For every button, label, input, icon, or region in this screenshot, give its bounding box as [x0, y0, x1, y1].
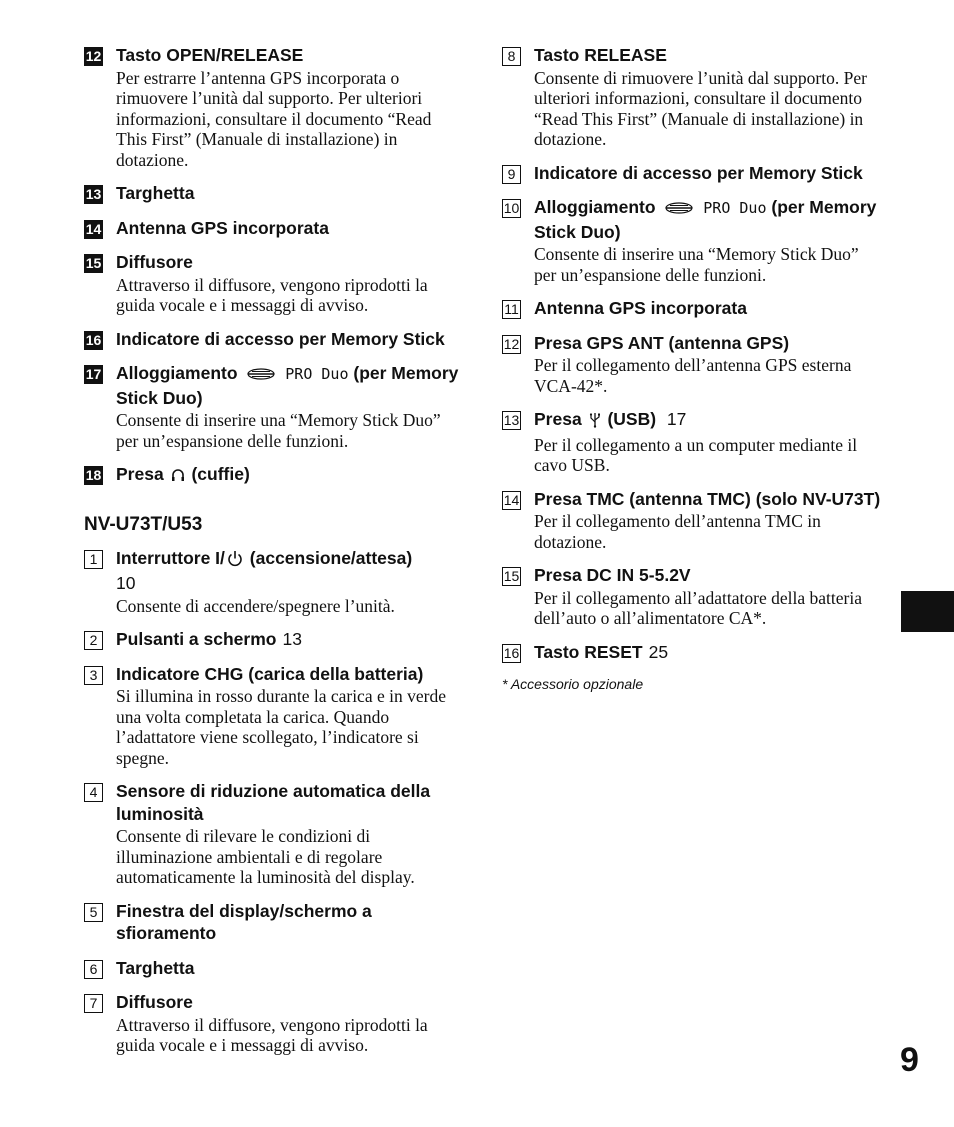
item-description: Consente di rimuovere l’unità dal supporto. Per ulteriori informazioni, consultare il documento “Read This First” (Manuale di installazione) in dotazione.: [534, 67, 867, 149]
item-title-start: Alloggiamento: [116, 363, 238, 383]
item-usb: [502, 408, 882, 476]
item-title-text: Antenna GPS incorporata: [534, 298, 747, 318]
item-number: 18: [85, 467, 102, 483]
item-title-text: Presa TMC (antenna TMC) (solo NV-U73T): [534, 488, 881, 509]
page-number: 9: [900, 1041, 919, 1079]
list-item: [84, 957, 464, 980]
item-number: 13: [85, 186, 102, 202]
item-title-text: Tasto RELEASE: [534, 45, 667, 65]
item-title: [116, 44, 464, 67]
item-title: [116, 547, 464, 595]
list-item: [84, 251, 464, 316]
item-title-text: Diffusore: [116, 992, 193, 1012]
item-title: [534, 196, 882, 243]
list-item: [502, 641, 882, 664]
pro-duo-logo-text: PRO Duo: [285, 365, 349, 383]
item-description: Consente di inserire una “Memory Stick Duo” per un’espansione delle funzioni.: [534, 244, 859, 285]
item-description: Consente di accendere/spegnere l’unità.: [116, 595, 395, 616]
page-reference: 25: [648, 641, 669, 662]
item-title-end: (cuffie): [191, 464, 250, 484]
item-number: 7: [84, 994, 103, 1013]
item-title: [534, 641, 882, 664]
item-number: 11: [502, 300, 521, 319]
item-title-text: Tasto RESET: [534, 641, 643, 662]
item-description: Per il collegamento dell’antenna TMC in dotazione.: [534, 511, 821, 552]
item-description: Attraverso il diffusore, vengono riprodotti la guida vocale e i messaggi di avviso.: [116, 274, 428, 315]
item-description: Si illumina in rosso durante la carica e in verde una volta completata la carica. Quando l’adattatore viene scollegato, l’indicatore si spegne.: [116, 686, 446, 768]
list-item: [84, 991, 464, 1056]
item-title: [116, 362, 464, 409]
item-number: 12: [85, 48, 102, 64]
item-title: [534, 162, 882, 185]
item-number: 8: [502, 47, 521, 66]
page-reference: 10: [116, 573, 136, 593]
list-item: [84, 182, 464, 205]
item-description: Consente di rilevare le condizioni di illuminazione ambientali e di regolare automaticamente la luminosità del display.: [116, 826, 415, 887]
list-item: [502, 162, 882, 185]
item-title-text: Indicatore CHG (carica della batteria): [116, 663, 424, 684]
item-number: 10: [503, 200, 520, 216]
pro-duo-logo-text: PRO Duo: [703, 199, 767, 217]
item-number: 13: [503, 412, 520, 428]
item-description: Consente di inserire una “Memory Stick Duo” per un’espansione delle funzioni.: [116, 410, 441, 451]
item-title: [534, 488, 882, 511]
item-number: 15: [85, 255, 102, 271]
item-title: [534, 408, 882, 434]
page-reference: 17: [666, 409, 687, 429]
list-item: [502, 488, 882, 553]
list-item: [84, 628, 464, 651]
list-item: [502, 297, 882, 320]
item-title-text: Presa GPS ANT (antenna GPS): [534, 332, 790, 353]
item-title-text: Indicatore di accesso per Memory Stick: [534, 162, 863, 183]
item-title-text: Tasto OPEN/RELEASE: [116, 45, 304, 65]
page-reference: 13: [282, 629, 302, 649]
item-power-switch: [84, 547, 464, 617]
power-icon: [227, 550, 243, 573]
item-title: [116, 251, 464, 274]
item-title: [116, 463, 464, 489]
item-number: 12: [503, 335, 520, 352]
left-column: [84, 44, 464, 1068]
item-title-text: Indicatore di accesso per Memory Stick: [116, 328, 445, 349]
item-title-end: (per Memory Stick Duo): [116, 363, 459, 408]
item-title-text: Sensore di riduzione automatica della luminosità: [116, 781, 431, 824]
item-title-start: Alloggiamento: [534, 197, 656, 217]
item-number: 4: [84, 783, 103, 802]
item-slot-left: [84, 362, 464, 451]
item-number: 5: [84, 903, 103, 922]
memory-stick-icon: [246, 367, 276, 381]
item-title: [116, 628, 464, 651]
item-title-end: (per Memory Stick Duo): [534, 197, 877, 242]
list-item: [84, 780, 464, 888]
list-item: [502, 44, 882, 150]
item-description: Attraverso il diffusore, vengono riprodotti la guida vocale e i messaggi di avviso.: [116, 1014, 428, 1055]
item-title-text: Antenna GPS incorporata: [116, 217, 329, 238]
item-title: [116, 328, 464, 351]
item-title: [116, 217, 464, 240]
list-item: [84, 44, 464, 170]
memory-stick-pro-duo-logo: [246, 364, 276, 387]
item-title: [534, 44, 882, 67]
usb-icon: [589, 411, 601, 434]
item-description: Per estrarre l’antenna GPS incorporata o rimuovere l’unità dal supporto. Per ulteriori informazioni, consultare il documento “Read This First” (Manuale di installazione) in dotazione.: [116, 67, 432, 170]
item-number: 16: [85, 331, 102, 348]
item-title-end: (USB): [607, 409, 657, 429]
item-title: [534, 332, 882, 355]
item-number: 14: [503, 491, 520, 508]
item-title: [534, 564, 882, 587]
item-title-text: Diffusore: [116, 252, 193, 272]
list-item: [84, 328, 464, 351]
right-column: [502, 44, 882, 693]
item-number: 17: [85, 366, 102, 382]
item-title: [116, 957, 464, 980]
item-title-text: Pulsanti a schermo: [116, 629, 277, 649]
item-title-start: Presa: [534, 409, 582, 429]
item-title-text: Targhetta: [116, 183, 195, 203]
list-item: [502, 332, 882, 397]
item-title-text: Presa DC IN 5-5.2V: [534, 565, 691, 585]
item-number: 15: [503, 568, 520, 584]
list-item: [84, 217, 464, 240]
list-item: [84, 900, 464, 945]
item-title-start: Interruttore I/: [116, 547, 225, 568]
item-description: Per il collegamento a un computer mediante il cavo USB.: [534, 434, 858, 475]
item-number: 1: [84, 550, 103, 569]
item-number: 9: [502, 165, 521, 184]
section-heading: NV-U73T/U53: [84, 513, 203, 535]
item-title-text: Targhetta: [116, 957, 195, 978]
item-number: 14: [85, 220, 102, 237]
item-title: [116, 663, 464, 686]
item-title-end: (accensione/attesa): [249, 547, 413, 568]
item-number: 16: [503, 644, 520, 661]
chapter-tab-marker: [901, 591, 954, 632]
item-title: [116, 780, 464, 825]
item-description: Per il collegamento all’adattatore della batteria dell’auto o all’alimentatore CA*.: [534, 587, 862, 628]
item-title: [116, 900, 464, 945]
item-headphone: [84, 463, 464, 489]
memory-stick-icon: [664, 201, 694, 215]
memory-stick-pro-duo-logo: [664, 198, 694, 221]
item-title: [116, 182, 464, 205]
item-number: 3: [84, 666, 103, 685]
footnote: * Accessorio opzionale: [502, 676, 644, 692]
item-description: Per il collegamento dell’antenna GPS esterna VCA-42*.: [534, 355, 852, 396]
list-item: [84, 663, 464, 769]
item-number: 2: [84, 631, 103, 650]
headphone-icon: [171, 466, 185, 489]
item-title: [116, 991, 464, 1014]
item-number: 6: [84, 960, 103, 979]
item-title-text: Finestra del display/schermo a sfioramento: [116, 900, 372, 943]
item-title-start: Presa: [116, 464, 164, 484]
list-item: [502, 564, 882, 629]
item-slot-right: [502, 196, 882, 285]
item-title: [534, 297, 882, 320]
